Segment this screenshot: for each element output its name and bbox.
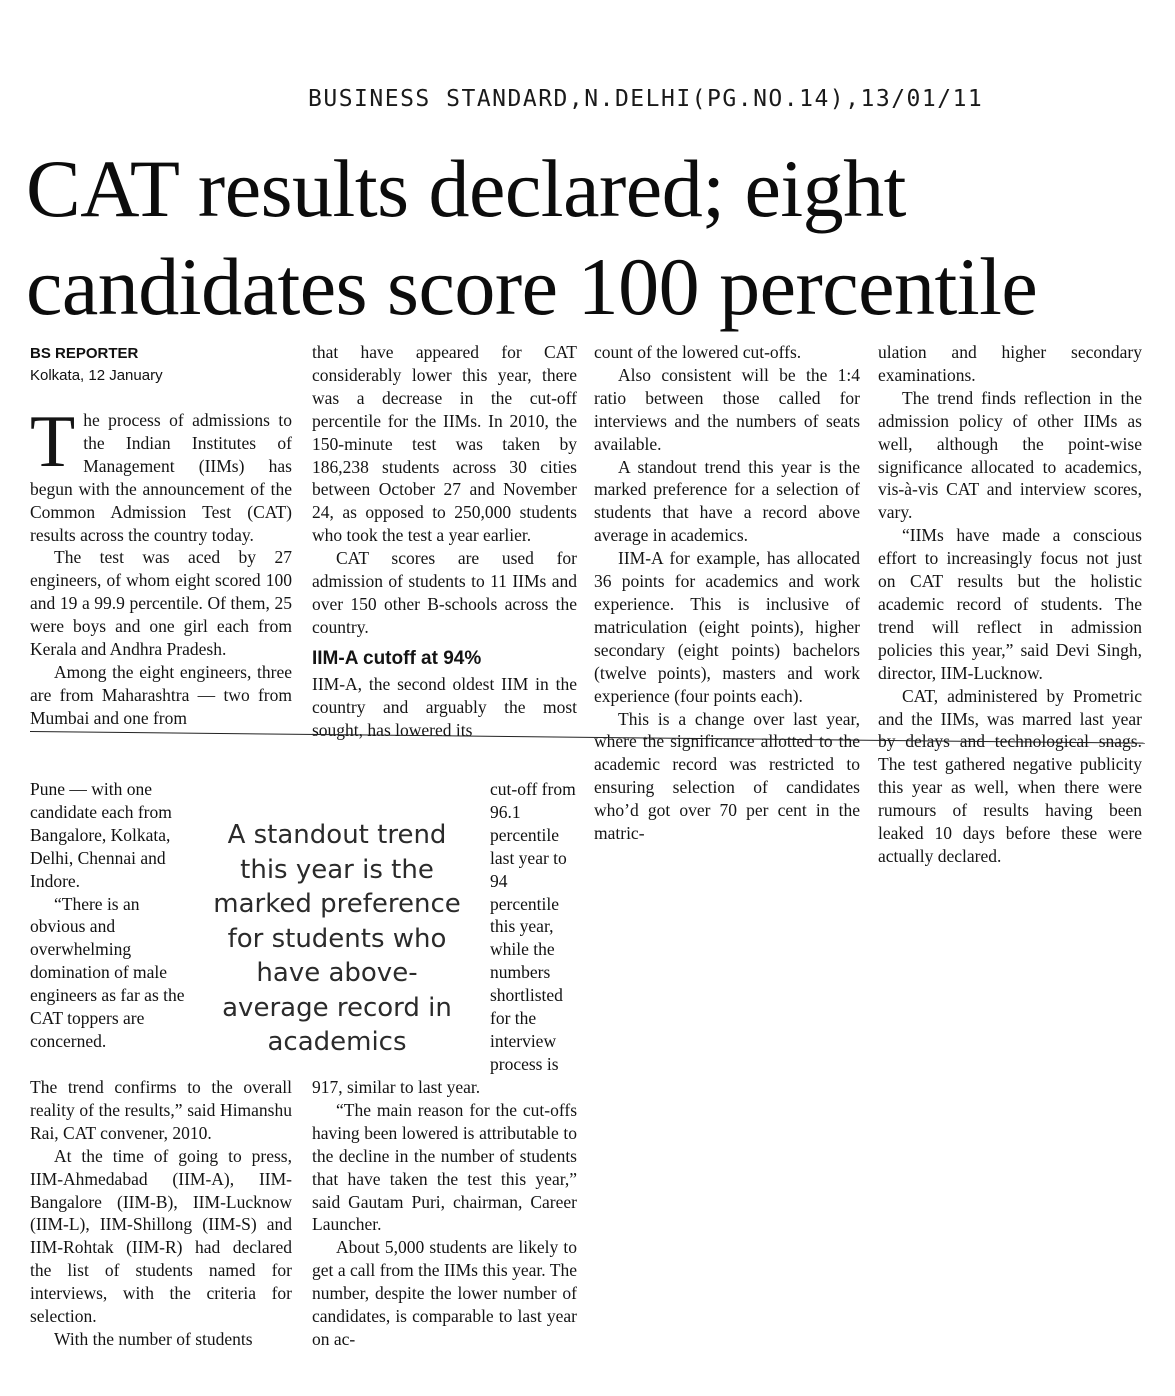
article-column-2-lower (312, 1076, 577, 1351)
paragraph: “There is an obvious and overwhelming domination of male engineers as far as the CAT toppers are concerned. (30, 893, 185, 1051)
paragraph: count of the lowered cut-offs. (594, 342, 802, 362)
paragraph: Also consistent will be the 1:4 ratio between those called for interviews and the numbers of seats available. (594, 364, 860, 454)
headline (26, 140, 1156, 336)
paragraph: cut-off from 96.1 percentile last year to 94 percentile this year, while the numbers shortlisted for the interview process is (490, 779, 576, 1074)
reporter-name: BS REPORTER (30, 345, 139, 362)
paragraph: This is a change over last year, where the significance allotted to the academic record was restricted to ensuring selection of candidates who’d got over 70 per cent in the matric- (594, 708, 860, 844)
paragraph: A standout trend this year is the marked preference for a selection of students that have a record above average in academics. (594, 456, 860, 546)
headline-line-2: candidates score 100 percentile (26, 241, 1038, 332)
article-column-3 (594, 341, 860, 845)
paragraph: At the time of going to press, IIM-Ahmedabad (IIM-A), IIM-Bangalore (IIM-B), IIM-Lucknow (IIM-L), IIM-Shillong (IIM-S) and IIM-Rohtak (IIM-R) had declared the list of students named for interviews, with the criteria for selection. (30, 1145, 292, 1327)
pull-quote: A standout trend this year is the marked preference for students who have above-average record in academics (213, 820, 461, 1057)
dateline: Kolkata, 12 January (30, 367, 163, 384)
paragraph: CAT, administered by Prometric and the IIMs, was marred last year by delays and technological snags. The test gathered negative publicity this year as well, when there were rumours of results having been leaked 10 days before these were actually declared. (878, 685, 1142, 866)
paragraph: ulation and higher secondary examinations. (878, 342, 1142, 385)
article-column-2 (312, 341, 577, 742)
paragraph: Among the eight engineers, three are from Maharashtra — two from Mumbai and one from (30, 661, 292, 728)
paragraph: that have appeared for CAT considerably lower this year, there was a decrease in the cut-off percentile for the IIMs. In 2010, the 150-minute test was taken by 186,238 students across 30 cities between October 27 and November 24, as opposed to 250,000 students who took the test a year earlier. (312, 342, 577, 546)
paragraph: With the number of students (54, 1328, 253, 1349)
article-column-1 (30, 401, 292, 730)
drop-cap: T (30, 401, 76, 483)
paragraph: The test was aced by 27 engineers, of whom eight scored 100 and 19 a 99.9 percentile. Of them, 25 were boys and one girl each from Kerala and Andhra Pradesh. (30, 547, 292, 660)
article-column-2-narrow (490, 778, 578, 1076)
byline (30, 343, 163, 387)
publication-source: BUSINESS STANDARD,N.DELHI(PG.NO.14),13/01/11 (308, 86, 984, 112)
article-column-4 (878, 341, 1142, 868)
paragraph-intro (30, 401, 292, 546)
paragraph: CAT scores are used for admission of students to 11 IIMs and over 150 other B-schools across the country. (312, 548, 577, 637)
paragraph: The trend confirms to the overall reality of the results,” said Himanshu Rai, CAT convener, 2010. (30, 1077, 292, 1143)
article-column-1-narrow (30, 778, 185, 1053)
subheading: IIM-A cutoff at 94% (312, 647, 482, 669)
paragraph: About 5,000 students are likely to get a call from the IIMs this year. The number, despite the lower number of candidates, is comparable to last year on ac- (312, 1237, 577, 1349)
paragraph: The trend finds reflection in the admission policy of other IIMs as well, although the point-wise significance allocated to academics, vis-à-vis CAT and interview scores, vary. (878, 387, 1142, 523)
paragraph: 917, similar to last year. (312, 1077, 481, 1097)
paragraph: “The main reason for the cut-offs having been lowered is attributable to the decline in the number of students that have taken the test this year,” said Gautam Puri, chairman, Career Launcher. (312, 1099, 577, 1235)
paragraph: Pune — with one candidate each from Bangalore, Kolkata, Delhi, Chennai and Indore. (30, 779, 172, 891)
article-column-1-lower (30, 1076, 292, 1351)
headline-line-1: CAT results declared; eight (26, 143, 906, 234)
paragraph: IIM-A for example, has allocated 36 points for academics and work experience. This is inclusive of matriculation (eight points), higher secondary (eight points) bachelors (twelve points), masters and work experience (four points each). (594, 548, 860, 706)
paragraph: “IIMs have made a conscious effort to increasingly focus not just on CAT results but the holistic academic record of students. The trend will reflect in admission policies this year,” said Devi Singh, director, IIM-Lucknow. (878, 525, 1142, 683)
paragraph: IIM-A, the second oldest IIM in the country and arguably the most sought, has lowered its (312, 673, 577, 740)
paragraph-intro-text: he process of admissions to the Indian Institutes of Management (IIMs) has begun with the announcement of the Common Admission Test (CAT) results across the country today. (30, 410, 292, 545)
